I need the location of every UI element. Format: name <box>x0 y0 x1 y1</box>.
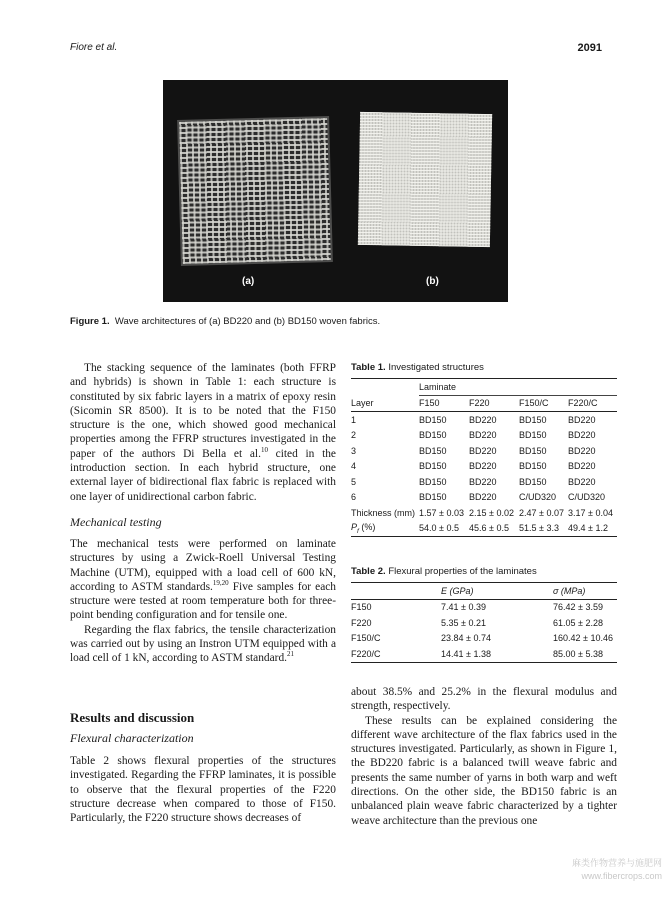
flexural-text <box>70 754 336 825</box>
table-2-header-cell: E (GPa) <box>441 585 474 596</box>
table-cell: BD150 <box>419 492 447 503</box>
table-cell: 2 <box>351 430 357 441</box>
table-cell: BD150 <box>519 461 547 472</box>
table-2-body <box>351 599 617 662</box>
table-1-row <box>351 412 617 428</box>
table-cell: 1 <box>351 414 357 425</box>
table-1-block <box>351 362 617 537</box>
table-cell: 51.5 ± 3.3 <box>519 523 559 534</box>
fabric-sample-bd150 <box>358 112 492 247</box>
panel-label-a: (a) <box>242 276 255 287</box>
table-cell: 2.47 ± 0.07 <box>519 507 564 518</box>
page-number: 2091 <box>577 42 602 54</box>
running-head-authors: Fiore et al. <box>70 42 118 53</box>
table-2-header-row <box>351 583 617 600</box>
table-cell: 23.84 ± 0.74 <box>441 633 491 644</box>
paragraph-decrease-values: about 38.5% and 25.2% in the flexural modulus and strength, respectively. <box>351 686 617 713</box>
table-1 <box>351 378 617 537</box>
table-cell: BD150 <box>419 445 447 456</box>
table-cell: BD150 <box>419 476 447 487</box>
table-cell: F220 <box>351 617 372 628</box>
paragraph-mechanical-tests: The mechanical tests were performed on laminate structures by using a Zwick-Roell Universal Testing Machine (UTM), equipped with a load cell of 600 kN, according to ASTM standards.$^{19,20}$ Five samples for each structure were tested at room temperature both for three-point bending configuration and for tensile one. <box>70 538 337 622</box>
table-1-group-header-row <box>351 379 617 396</box>
subsection-heading-flexural <box>70 731 336 746</box>
table-1-row <box>351 443 617 459</box>
table-cell: BD150 <box>519 445 547 456</box>
fabric-sample-bd220 <box>179 118 331 264</box>
table-cell: 4 <box>351 461 357 472</box>
table-2-row <box>351 615 617 631</box>
paragraph-stacking-sequence: The stacking sequence of the laminates (both FFRP and hybrids) is shown in Table 1: each structure is constituted by six fabric layers in a matrix of epoxy resin (Sicomin SR 8500). It is to be noted that the F150 structure is the one, which showed good mechanical properties among the FFRP structures investigated in the paper of the authors Di Bella et al.$^{10}$ cited in the introduction section. In each hybrid structure, one external layer of bidirectional flax fabric is replaced with one layer of unidirectional carbon fabric. <box>70 362 336 503</box>
table-cell: 6 <box>351 492 357 503</box>
table-cell: F150/C <box>351 633 381 644</box>
running-head <box>70 42 602 56</box>
table-cell: 160.42 ± 10.46 <box>553 633 613 644</box>
table-cell: 49.4 ± 1.2 <box>568 523 608 534</box>
figure-caption-text: Wave architectures of (a) BD220 and (b) BD150 woven fabrics. <box>114 316 381 327</box>
table-cell: BD220 <box>568 461 596 472</box>
table-cell: BD220 <box>469 492 497 503</box>
table-cell: BD220 <box>469 445 497 456</box>
table-2-row <box>351 631 617 647</box>
table-1-header-cell: F220 <box>469 398 490 409</box>
table-1-header-cell: F150/C <box>519 398 549 409</box>
table-cell: 1.57 ± 0.03 <box>419 507 464 518</box>
table-cell: 7.41 ± 0.39 <box>441 602 486 613</box>
table-cell: 3.17 ± 0.04 <box>568 507 613 518</box>
watermark-line-2: www.fibercrops.com <box>581 871 662 881</box>
table-cell: BD220 <box>568 476 596 487</box>
table-cell: 2.15 ± 0.02 <box>469 507 514 518</box>
table-2-row <box>351 599 617 615</box>
table-cell: 14.41 ± 1.38 <box>441 648 491 659</box>
table-cell: BD150 <box>519 476 547 487</box>
table-2-row <box>351 646 617 662</box>
table-cell: $P_f$ (%) <box>351 521 376 535</box>
figure-caption-label: Figure 1. <box>70 316 110 327</box>
watermark <box>532 857 662 883</box>
table-2 <box>351 582 617 663</box>
table-cell: 54.0 ± 0.5 <box>419 523 459 534</box>
table-1-row <box>351 505 617 521</box>
subsection-heading-mechanical <box>70 515 336 530</box>
table-cell: 85.00 ± 5.38 <box>553 648 603 659</box>
table-cell: 61.05 ± 2.28 <box>553 617 603 628</box>
table-cell: BD220 <box>469 476 497 487</box>
table-2-header-cell: σ (MPa) <box>553 585 586 596</box>
panel-label-b: (b) <box>426 276 439 287</box>
table-1-header-row <box>351 395 617 412</box>
table-1-row <box>351 474 617 490</box>
table-cell: 5 <box>351 476 357 487</box>
fabric-photograph <box>163 80 508 302</box>
table-1-header-cell: Layer <box>351 398 374 408</box>
mechanical-text <box>70 537 336 666</box>
table-2-block <box>351 566 617 663</box>
table-cell: BD150 <box>419 461 447 472</box>
table-cell: Thickness (mm) <box>351 507 416 518</box>
table-1-row <box>351 521 617 537</box>
table-cell: C/UD320 <box>519 492 557 503</box>
subsection-title-mechanical: Mechanical testing <box>70 515 162 529</box>
table-cell: BD220 <box>469 461 497 472</box>
table-cell: BD150 <box>419 430 447 441</box>
table-cell: 76.42 ± 3.59 <box>553 602 603 613</box>
paragraph-flax-tensile: Regarding the flax fabrics, the tensile characterization was carried out by using an Instron UTM equipped with a load cell of 1 kN, according to ASTM standard.$^{21}$ <box>70 623 336 665</box>
table-1-header-cell: F220/C <box>568 398 598 409</box>
table-1-row <box>351 490 617 506</box>
section-title-results: Results and discussion <box>70 710 195 725</box>
table-2-caption: Table 2. Flexural properties of the laminates <box>351 566 537 577</box>
citation: 10 <box>260 445 268 454</box>
table-cell: BD150 <box>519 430 547 441</box>
table-1-group-header: Laminate <box>419 379 617 396</box>
figure-caption <box>70 316 380 327</box>
table-cell: C/UD320 <box>568 492 606 503</box>
section-heading-results <box>70 710 336 726</box>
table-cell: 3 <box>351 445 357 456</box>
paragraph-flexural-properties: Table 2 shows flexural properties of the structures investigated. Regarding the FFRP laminates, it is possible to observe that the flexural properties of the F220 structure decrease when compared to those of F150. Particularly, the F220 structure shows decreases of <box>70 755 336 825</box>
table-1-row <box>351 459 617 475</box>
citation: 21 <box>287 650 295 659</box>
table-cell: BD220 <box>568 430 596 441</box>
table-cell: BD150 <box>519 414 547 425</box>
table-cell: BD220 <box>568 445 596 456</box>
table-cell: F150 <box>351 602 372 613</box>
table-cell: F220/C <box>351 648 381 659</box>
table-1-row <box>351 428 617 444</box>
paragraph-wave-architecture: These results can be explained considering the different wave architecture of the flax fabrics used in the structures investigated. Particularly, as shown in Figure 1, the BD220 fabric is a balanced twill weave fabric and presents the same number of yarns in both warp and weft directions. On the other side, the BD150 fabric is an unbalanced plain weave fabric characterized by a tighter weave architecture than the previous one <box>351 714 617 827</box>
table-1-caption: Table 1. Investigated structures <box>351 362 484 373</box>
table-cell: BD220 <box>568 414 596 425</box>
watermark-line-1: 麻类作物营养与施肥网 <box>571 858 662 868</box>
left-column <box>70 361 336 504</box>
table-cell: BD220 <box>469 414 497 425</box>
table-cell: BD220 <box>469 430 497 441</box>
table-cell: BD150 <box>419 414 447 425</box>
right-column-text <box>351 685 617 828</box>
table-1-header-cell: F150 <box>419 398 440 409</box>
citation: 19,20 <box>212 579 229 588</box>
table-cell: 45.6 ± 0.5 <box>469 523 509 534</box>
table-2-header-cell <box>351 583 441 600</box>
table-1-body <box>351 412 617 537</box>
table-cell: 5.35 ± 0.21 <box>441 617 486 628</box>
subsection-title-flexural: Flexural characterization <box>70 731 194 745</box>
